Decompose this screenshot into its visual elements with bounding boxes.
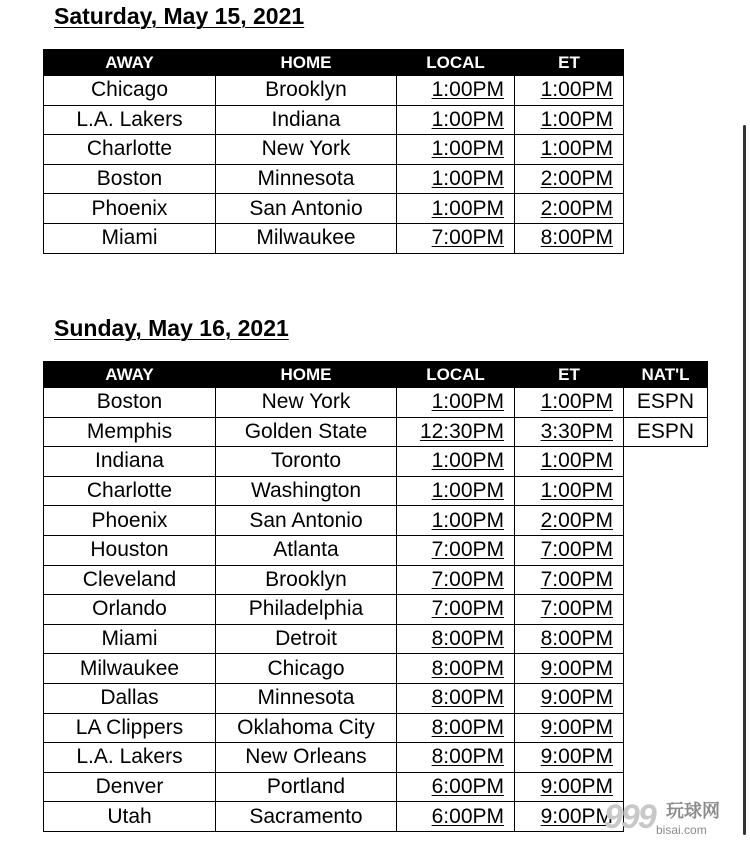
et-time-cell: 7:00PM: [515, 535, 624, 565]
vertical-scrollbar[interactable]: [743, 125, 746, 835]
et-time-cell: 1:00PM: [515, 447, 624, 477]
national-tv-cell: [624, 506, 708, 536]
et-time-cell: 1:00PM: [515, 476, 624, 506]
local-time-cell: 12:30PM: [397, 417, 515, 447]
et-time-cell: 3:30PM: [515, 417, 624, 447]
table-row: [44, 164, 624, 194]
local-time-cell: 7:00PM: [397, 565, 515, 595]
national-tv-cell: [624, 595, 708, 625]
et-time-cell: 8:00PM: [515, 624, 624, 654]
national-tv-cell: ESPN: [624, 417, 708, 447]
column-header: ET: [515, 362, 624, 388]
local-time-cell: 7:00PM: [397, 223, 515, 253]
local-time-cell: 7:00PM: [397, 535, 515, 565]
table-row: [44, 76, 624, 106]
home-team-cell: Brooklyn: [216, 76, 397, 106]
away-team-cell: L.A. Lakers: [44, 105, 216, 135]
et-time-cell: 7:00PM: [515, 565, 624, 595]
home-team-cell: Detroit: [216, 624, 397, 654]
national-tv-cell: [624, 535, 708, 565]
local-time-cell: 1:00PM: [397, 164, 515, 194]
local-time-cell: 1:00PM: [397, 76, 515, 106]
column-header: HOME: [216, 50, 397, 76]
away-team-cell: L.A. Lakers: [44, 743, 216, 773]
home-team-cell: Oklahoma City: [216, 713, 397, 743]
home-team-cell: Minnesota: [216, 164, 397, 194]
home-team-cell: Minnesota: [216, 683, 397, 713]
saturday-schedule-table: [43, 49, 624, 254]
local-time-cell: 8:00PM: [397, 654, 515, 684]
away-team-cell: Miami: [44, 223, 216, 253]
away-team-cell: Phoenix: [44, 506, 216, 536]
table-row: [44, 476, 708, 506]
sunday-date-heading: Sunday, May 16, 2021: [54, 315, 289, 341]
et-time-cell: 8:00PM: [515, 223, 624, 253]
national-tv-cell: [624, 654, 708, 684]
table-row: [44, 135, 624, 165]
column-header: AWAY: [44, 362, 216, 388]
table-row: [44, 713, 708, 743]
home-team-cell: Portland: [216, 772, 397, 802]
local-time-cell: 1:00PM: [397, 135, 515, 165]
watermark-site: bisai.com: [656, 823, 707, 837]
table-row: [44, 223, 624, 253]
et-time-cell: 9:00PM: [515, 683, 624, 713]
home-team-cell: New York: [216, 135, 397, 165]
sunday-schedule-table: [43, 361, 708, 832]
watermark-name: 玩球网: [666, 801, 720, 821]
column-header: ET: [515, 50, 624, 76]
national-tv-cell: [624, 476, 708, 506]
local-time-cell: 7:00PM: [397, 595, 515, 625]
et-time-cell: 9:00PM: [515, 743, 624, 773]
table-row: [44, 194, 624, 224]
local-time-cell: 1:00PM: [397, 447, 515, 477]
away-team-cell: Denver: [44, 772, 216, 802]
away-team-cell: Dallas: [44, 683, 216, 713]
home-team-cell: Indiana: [216, 105, 397, 135]
away-team-cell: Houston: [44, 535, 216, 565]
table-row: [44, 506, 708, 536]
local-time-cell: 6:00PM: [397, 802, 515, 832]
et-time-cell: 2:00PM: [515, 506, 624, 536]
table-row: [44, 683, 708, 713]
away-team-cell: Milwaukee: [44, 654, 216, 684]
away-team-cell: Boston: [44, 164, 216, 194]
local-time-cell: 8:00PM: [397, 624, 515, 654]
home-team-cell: Atlanta: [216, 535, 397, 565]
away-team-cell: Charlotte: [44, 135, 216, 165]
table-row: [44, 743, 708, 773]
home-team-cell: Toronto: [216, 447, 397, 477]
away-team-cell: Memphis: [44, 417, 216, 447]
local-time-cell: 1:00PM: [397, 105, 515, 135]
column-header: NAT'L: [624, 362, 708, 388]
away-team-cell: LA Clippers: [44, 713, 216, 743]
table-header-row: [44, 50, 624, 76]
away-team-cell: Orlando: [44, 595, 216, 625]
et-time-cell: 9:00PM: [515, 713, 624, 743]
watermark-numerals: 999: [604, 798, 655, 836]
et-time-cell: 9:00PM: [515, 802, 624, 832]
local-time-cell: 1:00PM: [397, 388, 515, 418]
local-time-cell: 1:00PM: [397, 194, 515, 224]
et-time-cell: 9:00PM: [515, 772, 624, 802]
et-time-cell: 1:00PM: [515, 76, 624, 106]
column-header: AWAY: [44, 50, 216, 76]
home-team-cell: New Orleans: [216, 743, 397, 773]
saturday-date-heading: Saturday, May 15, 2021: [54, 3, 305, 29]
home-team-cell: Philadelphia: [216, 595, 397, 625]
home-team-cell: San Antonio: [216, 194, 397, 224]
home-team-cell: Brooklyn: [216, 565, 397, 595]
away-team-cell: Miami: [44, 624, 216, 654]
national-tv-cell: [624, 713, 708, 743]
table-row: [44, 447, 708, 477]
et-time-cell: 1:00PM: [515, 388, 624, 418]
national-tv-cell: ESPN: [624, 388, 708, 418]
home-team-cell: Golden State: [216, 417, 397, 447]
local-time-cell: 8:00PM: [397, 713, 515, 743]
local-time-cell: 1:00PM: [397, 476, 515, 506]
local-time-cell: 6:00PM: [397, 772, 515, 802]
away-team-cell: Charlotte: [44, 476, 216, 506]
away-team-cell: Utah: [44, 802, 216, 832]
away-team-cell: Phoenix: [44, 194, 216, 224]
home-team-cell: Milwaukee: [216, 223, 397, 253]
home-team-cell: San Antonio: [216, 506, 397, 536]
national-tv-cell: [624, 683, 708, 713]
home-team-cell: Chicago: [216, 654, 397, 684]
local-time-cell: 8:00PM: [397, 683, 515, 713]
table-row: [44, 595, 708, 625]
table-row: [44, 417, 708, 447]
away-team-cell: Chicago: [44, 76, 216, 106]
national-tv-cell: [624, 447, 708, 477]
national-tv-cell: [624, 624, 708, 654]
column-header: LOCAL: [397, 362, 515, 388]
away-team-cell: Boston: [44, 388, 216, 418]
et-time-cell: 1:00PM: [515, 135, 624, 165]
local-time-cell: 1:00PM: [397, 506, 515, 536]
column-header: LOCAL: [397, 50, 515, 76]
table-row: [44, 565, 708, 595]
home-team-cell: Sacramento: [216, 802, 397, 832]
national-tv-cell: [624, 565, 708, 595]
home-team-cell: New York: [216, 388, 397, 418]
et-time-cell: 9:00PM: [515, 654, 624, 684]
et-time-cell: 2:00PM: [515, 194, 624, 224]
table-header-row: [44, 362, 708, 388]
home-team-cell: Washington: [216, 476, 397, 506]
national-tv-cell: [624, 743, 708, 773]
away-team-cell: Cleveland: [44, 565, 216, 595]
table-row: [44, 535, 708, 565]
away-team-cell: Indiana: [44, 447, 216, 477]
local-time-cell: 8:00PM: [397, 743, 515, 773]
et-time-cell: 1:00PM: [515, 105, 624, 135]
table-row: [44, 388, 708, 418]
table-row: [44, 654, 708, 684]
column-header: HOME: [216, 362, 397, 388]
table-row: [44, 624, 708, 654]
et-time-cell: 7:00PM: [515, 595, 624, 625]
et-time-cell: 2:00PM: [515, 164, 624, 194]
site-watermark-logo: [604, 797, 744, 837]
table-row: [44, 105, 624, 135]
